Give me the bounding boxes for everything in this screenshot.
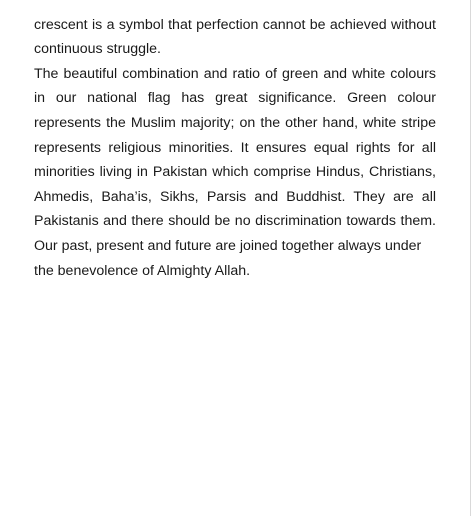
text-line-11: the benevolence of Almighty Allah. [34, 262, 251, 279]
text-line-4: in our national flag has great significance. Green colour [34, 90, 436, 107]
text-line-1: crescent is a symbol that perfection cannot be achieved without [34, 16, 436, 33]
text-line-7: minorities living in Pakistan which comprise Hindus, Christians, [34, 164, 436, 181]
text-line-9: Pakistanis and there should be no discrimination towards them. [34, 213, 436, 230]
text-line-8: Ahmedis, Baha’is, Sikhs, Parsis and Buddhist. They are all [34, 188, 436, 205]
body-text [34, 0, 436, 283]
text-line-6: represents religious minorities. It ensures equal rights for all [34, 139, 436, 156]
text-line-2: continuous struggle. [34, 41, 161, 58]
text-line-5: represents the Muslim majority; on the other hand, white stripe [34, 114, 436, 131]
text-line-3: The beautiful combination and ratio of green and white colours [34, 65, 436, 82]
text-line-10: Our past, present and future are joined together always under [34, 237, 422, 254]
